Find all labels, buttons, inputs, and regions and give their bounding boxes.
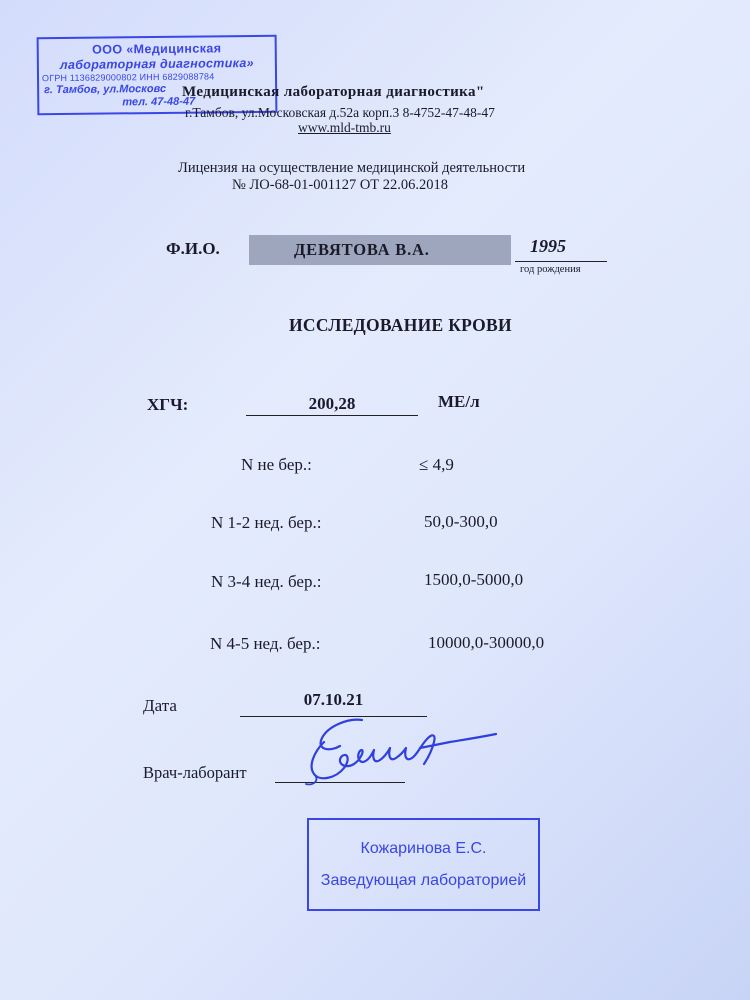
- document-title: ИССЛЕДОВАНИЕ КРОВИ: [289, 315, 512, 335]
- stamp-address: г. Тамбов, ул.Московс: [44, 82, 167, 97]
- hcg-unit: МЕ/л: [438, 392, 480, 411]
- license-number: № ЛО-68-01-001127 ОТ 22.06.2018: [232, 177, 449, 193]
- hcg-value-underline: [246, 415, 418, 416]
- norm-label: N 4-5 нед. бер.:: [210, 634, 321, 653]
- norm-value: ≤ 4,9: [419, 455, 454, 474]
- birth-year: 1995: [530, 236, 566, 256]
- lab-doctor-label: Врач-лаборант: [143, 763, 247, 782]
- head-of-lab-position: Заведующая лабораторией: [320, 872, 527, 889]
- stamp-line-1: ООО «Медицинская: [91, 41, 222, 57]
- norm-value: 10000,0-30000,0: [428, 633, 545, 652]
- fio-label: Ф.И.О.: [166, 239, 220, 258]
- stamp-phone: тел. 47-48-47: [122, 95, 196, 109]
- norm-label: N 1-2 нед. бер.:: [211, 513, 322, 532]
- date-label: Дата: [143, 696, 177, 715]
- hcg-value: 200,28: [308, 394, 356, 413]
- norm-value: 1500,0-5000,0: [424, 570, 524, 589]
- patient-name: ДЕВЯТОВА В.А.: [294, 240, 430, 259]
- birth-year-caption: год рождения: [520, 264, 581, 275]
- signature-icon: [300, 712, 500, 790]
- norm-label: N не бер.:: [241, 455, 312, 474]
- stamp-line-2: лабораторная диагностика»: [59, 55, 254, 73]
- norm-value: 50,0-300,0: [424, 512, 498, 531]
- organization-name: Медицинская лабораторная диагностика": [182, 84, 485, 100]
- head-of-lab-stamp: [307, 818, 540, 911]
- stamp-registration: ОГРН 1136829000802 ИНН 6829088784: [41, 71, 215, 84]
- birth-year-underline: [515, 261, 607, 262]
- head-of-lab-name: Кожаринова Е.С.: [360, 840, 487, 857]
- hcg-label: ХГЧ:: [147, 395, 189, 414]
- date-value: 07.10.21: [303, 690, 364, 709]
- organization-address: г.Тамбов, ул.Московская д.52а корп.3 8-4752-47-48-47: [185, 105, 495, 120]
- license-title: Лицензия на осуществление медицинской деятельности: [178, 160, 526, 176]
- organization-website[interactable]: www.mld-tmb.ru: [298, 120, 391, 135]
- organization-stamp: [37, 35, 278, 116]
- norm-label: N 3-4 нед. бер.:: [211, 572, 322, 591]
